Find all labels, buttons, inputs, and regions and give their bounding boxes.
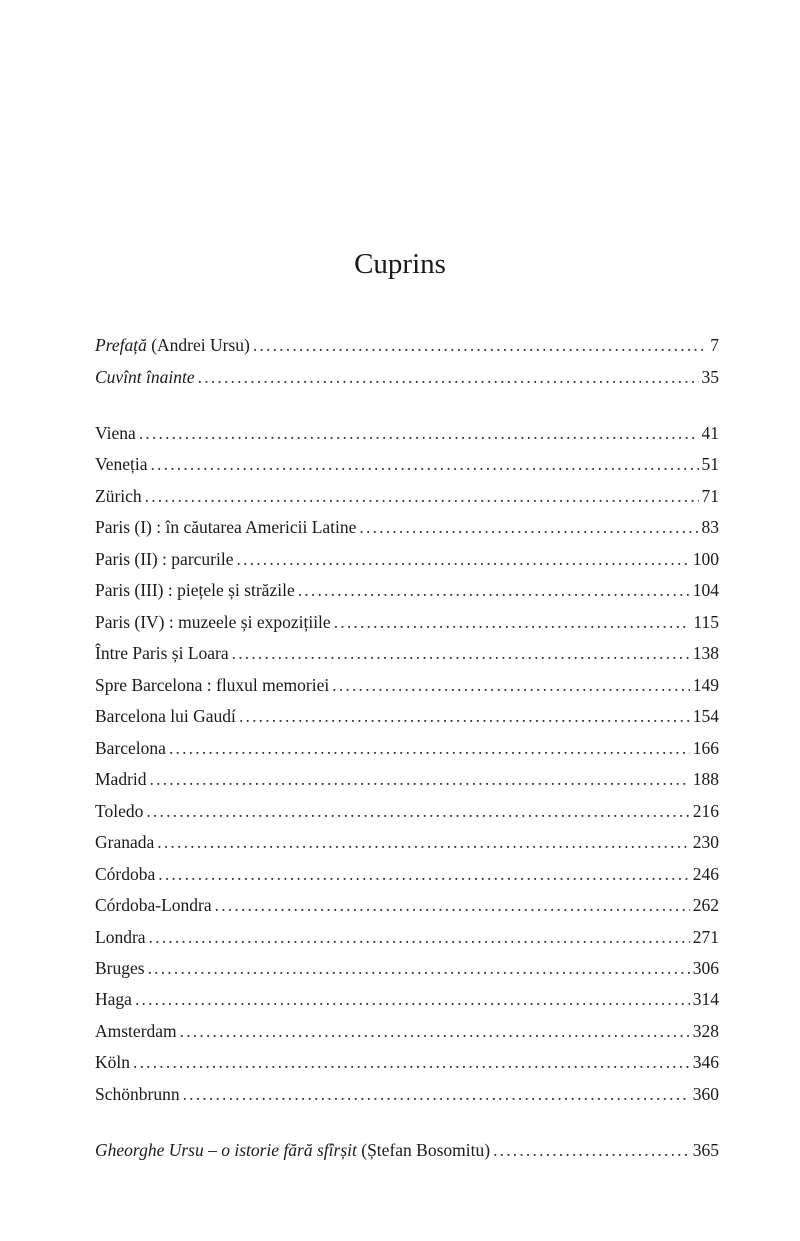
toc-entry-author: (Andrei Ursu): [146, 335, 250, 355]
dot-leader: [183, 1079, 690, 1110]
toc-page-number: 346: [692, 1052, 719, 1073]
dot-leader: [169, 733, 690, 764]
toc-entry[interactable]: [95, 1016, 719, 1047]
toc-entry-title: Barcelona: [95, 737, 166, 758]
toc-entry-title: Bruges: [95, 957, 145, 978]
toc-entry-preface[interactable]: [95, 330, 719, 362]
toc-back-matter: [95, 1135, 719, 1167]
dot-leader: [198, 362, 699, 394]
dot-leader: [239, 701, 690, 732]
toc-entry[interactable]: [95, 859, 719, 890]
toc-page-number: 154: [692, 706, 719, 727]
toc-entry-title: Madrid: [95, 769, 147, 790]
dot-leader: [334, 607, 691, 638]
toc-entry[interactable]: [95, 512, 719, 543]
toc-page-number: 188: [692, 769, 719, 790]
toc-entry-italic-title: Cuvînt înainte: [95, 366, 195, 387]
dot-leader: [135, 984, 690, 1015]
dot-leader: [139, 418, 699, 449]
toc-entry-title: Paris (III) : piețele și străzile: [95, 580, 295, 601]
toc-entry-title: [95, 330, 250, 362]
toc-entry-afterword[interactable]: [95, 1135, 719, 1167]
page-title: Cuprins: [354, 248, 446, 280]
dot-leader: [145, 481, 699, 512]
toc-entry[interactable]: [95, 544, 719, 575]
toc-page-number: 246: [692, 863, 719, 884]
toc-entry[interactable]: [95, 638, 719, 669]
toc-entry-title: Viena: [95, 423, 136, 443]
toc-entry-author: (Ștefan Bosomitu): [356, 1140, 491, 1160]
toc-entry-title: [95, 362, 195, 394]
dot-leader: [157, 827, 689, 858]
toc-entry-title: Paris (I) : în căutarea Americii Latine: [95, 517, 357, 538]
toc-entry[interactable]: [95, 764, 719, 795]
toc-entry[interactable]: [95, 890, 719, 921]
dot-leader: [236, 544, 689, 575]
toc-entry[interactable]: [95, 670, 719, 701]
dot-leader: [133, 1047, 690, 1078]
toc-page-number: 314: [692, 989, 719, 1010]
dot-leader: [359, 512, 698, 543]
toc-page-number: 83: [701, 517, 719, 538]
toc-entry-title: Paris (II) : parcurile: [95, 548, 234, 569]
toc-entry-title: Veneția: [95, 454, 148, 475]
toc-entry[interactable]: [95, 827, 719, 858]
toc-entry-title: Londra: [95, 926, 146, 947]
toc-page-number: 138: [692, 643, 719, 664]
dot-leader: [180, 1016, 690, 1047]
toc-entry-title: Spre Barcelona : fluxul memoriei: [95, 674, 330, 695]
toc-page-number: 230: [692, 832, 719, 853]
toc-page-number: 306: [692, 957, 719, 978]
dot-leader: [232, 638, 690, 669]
toc-page-number: 71: [701, 485, 719, 506]
toc-entry-title: Córdoba: [95, 863, 156, 884]
toc-entry[interactable]: [95, 796, 719, 827]
toc-entry[interactable]: [95, 1047, 719, 1078]
toc-entry-title: Barcelona lui Gaudí: [95, 706, 236, 727]
toc-entry-title: Köln: [95, 1052, 130, 1073]
dot-leader: [150, 764, 690, 795]
dot-leader: [215, 890, 690, 921]
dot-leader: [332, 670, 690, 701]
toc-entry-title: Schönbrunn: [95, 1083, 180, 1104]
toc-page-number: 7: [710, 335, 719, 355]
toc-entry[interactable]: [95, 1079, 719, 1110]
toc-entry-title: Haga: [95, 989, 132, 1010]
toc-page-number: 365: [692, 1140, 719, 1160]
toc-page-number: 51: [701, 454, 719, 475]
dot-leader: [253, 330, 707, 362]
toc-entry[interactable]: [95, 481, 719, 512]
dot-leader: [298, 575, 690, 606]
toc-front-matter: [95, 330, 719, 393]
toc-page-number: 104: [692, 580, 719, 601]
toc-entry-italic-title: Prefață: [95, 335, 147, 355]
toc-entry[interactable]: [95, 701, 719, 732]
toc-entry-title: Zürich: [95, 485, 142, 506]
toc-entry[interactable]: [95, 418, 719, 449]
toc-page-number: 41: [701, 423, 719, 443]
toc-entry[interactable]: [95, 575, 719, 606]
dot-leader: [158, 859, 689, 890]
toc-entry-italic-title: Gheorghe Ursu – o istorie fără sfîrșit: [95, 1140, 357, 1160]
toc-entry-title: Toledo: [95, 800, 144, 821]
toc-entry[interactable]: [95, 984, 719, 1015]
toc-chapters: [95, 418, 719, 1110]
toc-entry-title: [95, 1135, 490, 1167]
toc-entry[interactable]: [95, 953, 719, 984]
toc-page-number: 262: [692, 895, 719, 916]
toc-entry-title: Între Paris și Loara: [95, 643, 229, 664]
toc-page-number: 271: [692, 926, 719, 947]
toc-page-number: 216: [692, 800, 719, 821]
toc-entry-title: Granada: [95, 832, 155, 853]
toc-entry[interactable]: [95, 607, 719, 638]
dot-leader: [148, 953, 690, 984]
toc-entry-title: Paris (IV) : muzeele și expozițiile: [95, 611, 331, 632]
toc-page-number: 100: [692, 548, 719, 569]
toc-page-number: 166: [692, 737, 719, 758]
toc-page-number: 360: [692, 1083, 719, 1104]
dot-leader: [146, 796, 689, 827]
dot-leader: [149, 922, 690, 953]
toc-entry-foreword[interactable]: [95, 362, 719, 394]
dot-leader: [493, 1135, 690, 1167]
toc-entry[interactable]: [95, 449, 719, 480]
dot-leader: [150, 449, 698, 480]
toc-page-number: 35: [701, 366, 719, 387]
toc-entry-title: Córdoba-Londra: [95, 895, 212, 916]
toc-entry-title: Amsterdam: [95, 1020, 177, 1041]
toc-entry[interactable]: [95, 922, 719, 953]
toc-page-number: 115: [693, 611, 719, 632]
toc-page-number: 149: [692, 674, 719, 695]
toc-entry[interactable]: [95, 733, 719, 764]
toc-page-number: 328: [692, 1020, 719, 1041]
